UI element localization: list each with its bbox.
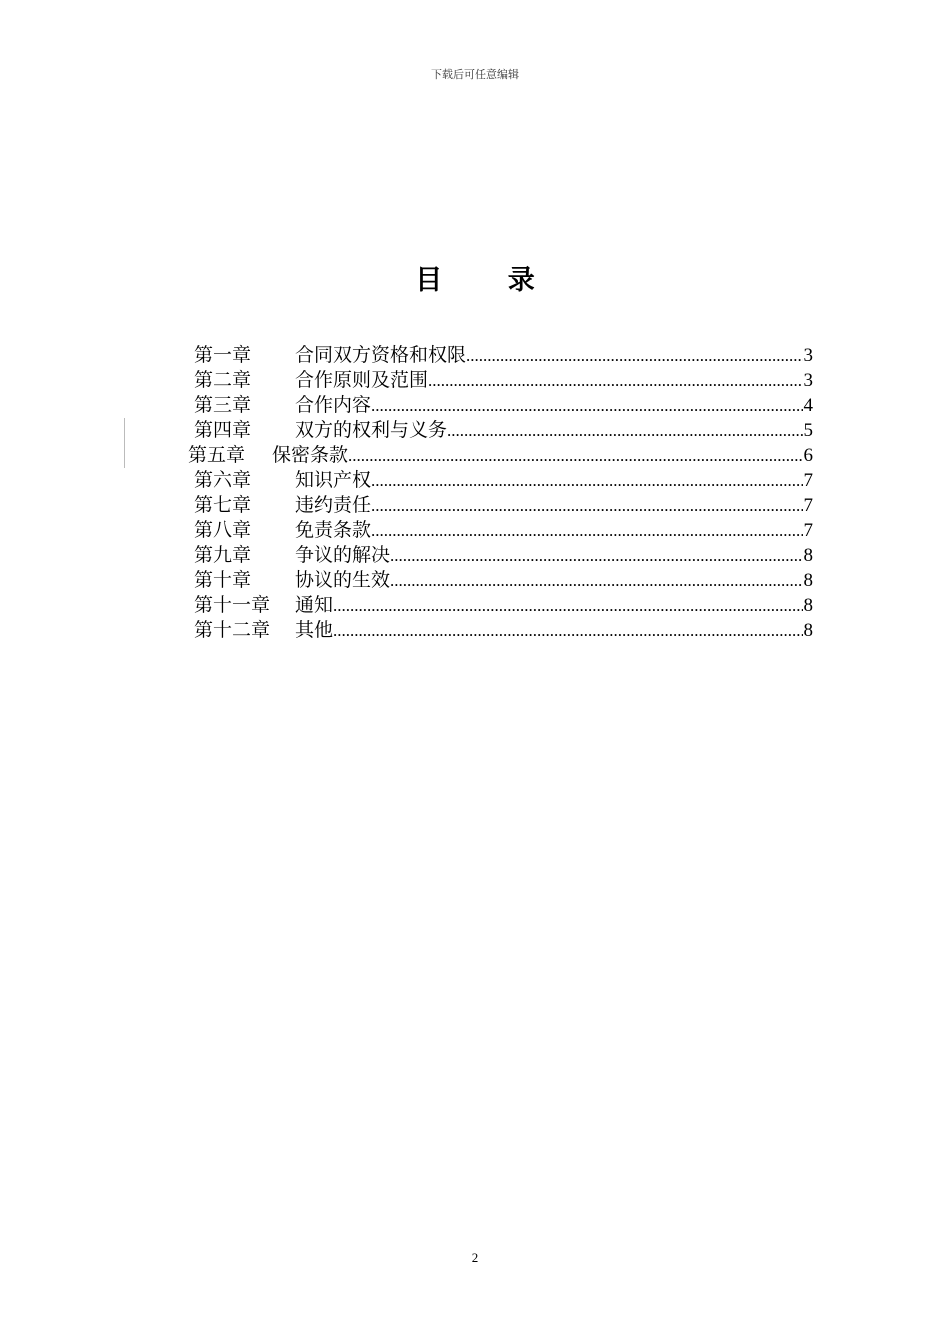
toc-page-number: 8 [803,545,813,566]
toc-page-number: 5 [803,420,813,441]
toc-entry[interactable] [194,518,813,543]
toc-page-number: 8 [803,570,813,591]
toc-page-number: 6 [803,445,813,466]
toc-entry[interactable] [194,393,813,418]
toc-title: 目 录 [415,265,563,296]
toc-entry[interactable] [194,543,813,568]
toc-chapter-label: 第六章 [194,469,252,491]
toc-entry[interactable] [194,343,813,368]
toc-entry[interactable] [188,443,813,468]
dot-leader [466,343,802,368]
toc-entry[interactable] [194,418,813,443]
toc-entry-title: 免责条款 [295,519,372,541]
toc-entry-title: 协议的生效 [295,569,391,591]
toc-entry-title: 争议的解决 [295,544,391,566]
toc-entry-title: 合同双方资格和权限 [295,344,467,366]
dot-leader [333,593,802,618]
toc-chapter-label: 第一章 [194,344,252,366]
toc-entry-title: 通知 [295,594,334,616]
dot-leader [333,618,802,643]
toc-chapter-label: 第七章 [194,494,252,516]
toc-entry-title: 合作内容 [295,394,372,416]
dot-leader [371,468,802,493]
toc-entry[interactable] [194,618,813,643]
margin-mark [124,418,125,468]
dot-leader [390,543,802,568]
page-header: 下载后可任意编辑 [431,68,519,81]
dot-leader [371,518,802,543]
dot-leader [371,393,802,418]
toc-page-number: 3 [803,370,813,391]
toc-chapter-label: 第十二章 [194,619,271,641]
toc-entry-title: 保密条款 [272,444,349,466]
toc-entry-title: 双方的权利与义务 [295,419,448,441]
toc-entry[interactable] [194,568,813,593]
toc-chapter-label: 第八章 [194,519,252,541]
toc-page-number: 7 [803,520,813,541]
dot-leader [390,568,802,593]
toc-page-number: 8 [803,620,813,641]
toc-entry[interactable] [194,368,813,393]
toc-entry-title: 其他 [295,619,334,641]
toc-chapter-label: 第二章 [194,369,252,391]
toc-page-number: 4 [803,395,813,416]
toc-entry-title: 合作原则及范围 [295,369,429,391]
toc-entry[interactable] [194,493,813,518]
toc-chapter-label: 第四章 [194,419,252,441]
dot-leader [447,418,802,443]
dot-leader [428,368,802,393]
toc-page-number: 7 [803,495,813,516]
toc-entry-title: 知识产权 [295,469,372,491]
toc-chapter-label: 第十一章 [194,594,271,616]
toc-entry[interactable] [194,468,813,493]
toc-page-number: 3 [803,345,813,366]
toc-chapter-label: 第十章 [194,569,252,591]
toc-chapter-label: 第五章 [188,444,246,466]
page-number: 2 [471,1250,479,1265]
dot-leader [371,493,802,518]
dot-leader [348,443,802,468]
toc-page-number: 7 [803,470,813,491]
toc-entry-title: 违约责任 [295,494,372,516]
toc-chapter-label: 第九章 [194,544,252,566]
toc-page-number: 8 [803,595,813,616]
toc-chapter-label: 第三章 [194,394,252,416]
toc-entry[interactable] [194,593,813,618]
